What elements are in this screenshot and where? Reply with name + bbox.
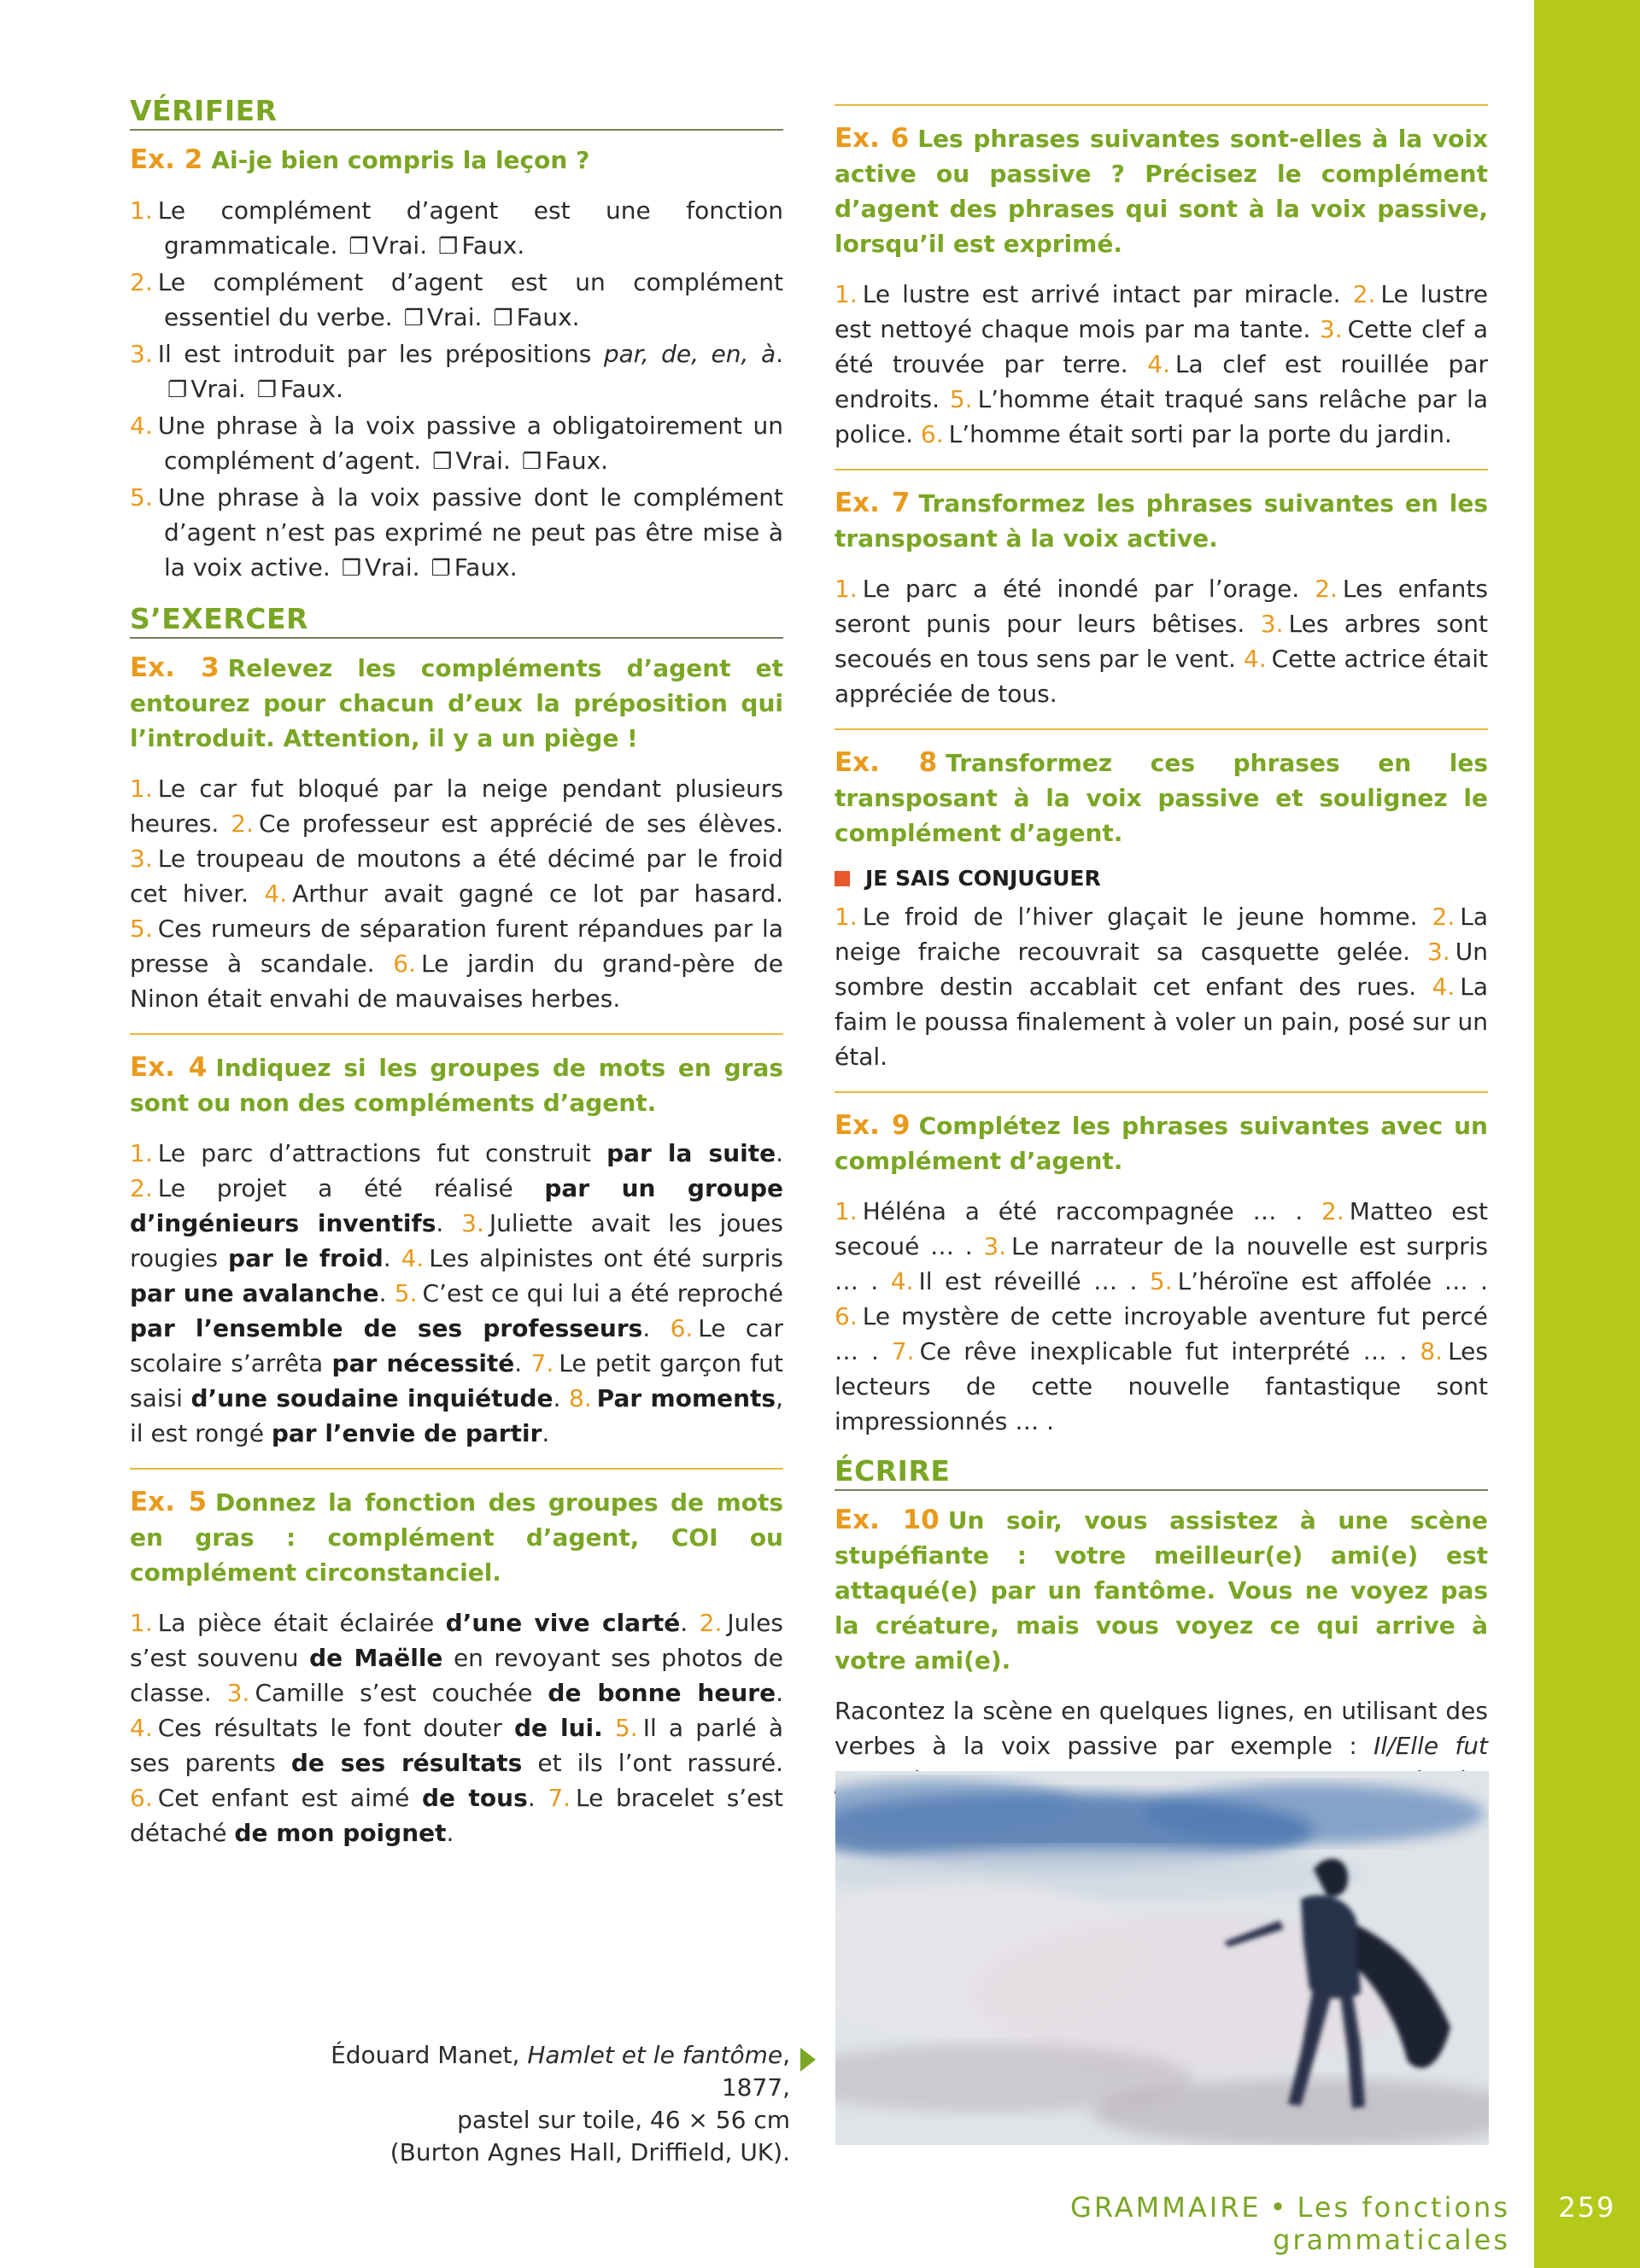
footer-chapter: Les fonctions grammaticales	[1273, 2191, 1510, 2256]
sentence: et ils l’ont rassuré.	[522, 1749, 783, 1777]
checkbox-icon[interactable]: ❐	[256, 377, 278, 403]
ex8-number: Ex. 8	[835, 747, 938, 778]
example-italic: Il/Elle fut	[1374, 1732, 1489, 1760]
sentence: Le lustre est arrivé intact par miracle.	[862, 280, 1341, 308]
item-number: 7.	[891, 1337, 915, 1365]
bold-group: par un groupe d’ingénieurs inventifs	[130, 1174, 783, 1237]
sentence: Les enfants seront punis pour leurs bêtises.	[835, 575, 1488, 638]
item-number: 6.	[920, 420, 944, 448]
ex6-heading	[835, 121, 1488, 261]
sentence: Le petit garçon fut saisi	[130, 1349, 784, 1412]
ex5-body	[130, 1605, 783, 1850]
sentence: Arthur avait gagné ce lot par hasard.	[292, 880, 783, 908]
sentence: .	[776, 1679, 783, 1707]
sentence: .	[642, 1314, 651, 1342]
sentence: Le car scolaire s’arrêta	[130, 1314, 783, 1377]
item-number: 5.	[130, 483, 153, 511]
sentence: .	[446, 1819, 454, 1847]
ex2-list	[130, 193, 783, 587]
item-text: Une phrase à la voix passive dont le complément d’agent n’est pas exprimé ne peut pas être mise à la voix active.	[157, 483, 783, 582]
sentence: L’homme était sorti par la porte du jardin.	[948, 420, 1452, 448]
item-number: 5.	[394, 1279, 418, 1307]
item-number: 8.	[568, 1384, 592, 1412]
sentence: .	[378, 1279, 387, 1307]
ex10-instruction: Un soir, vous assistez à une scène stupéfiante : votre meilleur(e) ami(e) est attaqué(e) par un fantôme. Vous ne voyez pas la créature, mais vous voyez ce qui arrive à votre ami(e).	[835, 1506, 1488, 1675]
divider	[130, 1033, 783, 1035]
sentence: Ce rêve inexplicable fut interprété … .	[919, 1337, 1408, 1365]
vrai-label: Vrai.	[365, 553, 420, 582]
sentence: .	[680, 1609, 688, 1637]
bold-group: de Maëlle	[309, 1644, 443, 1672]
ex9-number: Ex. 9	[835, 1110, 911, 1141]
ex7-instruction: Transformez les phrases suivantes en les transposant à la voix active.	[835, 489, 1488, 552]
ex2-number: Ex. 2	[130, 144, 203, 175]
faux-label: Faux.	[454, 553, 518, 582]
ex9-heading	[835, 1108, 1488, 1178]
section-title-ecrire: ÉCRIRE	[835, 1454, 1488, 1491]
sentence: Racontez la scène en quelques lignes, en utilisant des verbes à la voix passive par exemple :	[835, 1697, 1488, 1760]
item-number: 1.	[835, 575, 858, 603]
list-item	[130, 408, 783, 480]
caption-line-3: (Burton Agnes Hall, Driffield, UK).	[390, 2138, 790, 2166]
divider	[835, 728, 1488, 730]
checkbox-icon[interactable]: ❐	[493, 306, 513, 331]
item-number: 3.	[983, 1232, 1007, 1260]
ex10-number: Ex. 10	[835, 1505, 940, 1535]
sentence: Le parc a été inondé par l’orage.	[862, 575, 1300, 603]
footer-bullet: •	[1269, 2191, 1289, 2224]
ex3-number: Ex. 3	[130, 652, 220, 683]
vrai-label: Vrai.	[455, 447, 511, 475]
ex2-instruction: Ai-je bien compris la leçon ?	[211, 146, 590, 174]
item-number: 2.	[130, 268, 153, 296]
vrai-label: Vrai.	[372, 231, 428, 260]
sentence: Le bracelet s’est détaché	[130, 1784, 783, 1847]
sentence: Le car fut bloqué par la neige pendant plusieurs heures.	[130, 775, 783, 838]
sentence: Ces rumeurs de séparation furent répandues par la presse à scandale.	[130, 915, 783, 978]
ex6-body	[835, 277, 1488, 452]
item-number: 4.	[130, 412, 153, 440]
painting-illustration	[835, 1771, 1489, 2145]
sentence: Cette actrice était appréciée de tous.	[835, 645, 1488, 708]
item-number: 4.	[1243, 645, 1267, 673]
item-number: 4.	[890, 1267, 914, 1295]
right-column	[835, 104, 1488, 1849]
faux-label: Faux.	[545, 447, 609, 475]
item-number: 6.	[393, 950, 416, 978]
item-number: 2.	[1352, 280, 1376, 308]
item-number: 1.	[130, 775, 153, 803]
item-number: 3.	[130, 845, 153, 873]
sentence: La neige fraiche recouvrait sa casquette gelée.	[835, 903, 1488, 966]
sentence: Le troupeau de moutons a été décimé par le froid cet hiver.	[130, 845, 783, 908]
item-number: 6.	[670, 1314, 694, 1342]
bold-group: d’une vive clarté	[445, 1609, 681, 1637]
sentence: Camille s’est couchée	[255, 1679, 548, 1707]
list-item	[130, 336, 783, 408]
bold-group: par le froid	[228, 1244, 384, 1272]
section-title-exercer: S’EXERCER	[130, 602, 783, 639]
ex3-heading	[130, 651, 783, 756]
bold-group: de bonne heure	[548, 1679, 776, 1707]
bold-group: de tous	[422, 1784, 528, 1812]
caption-arrow-icon	[800, 2048, 816, 2072]
sentence: Il a parlé à ses parents	[130, 1714, 783, 1777]
sentence: Jules s’est souvenu	[130, 1609, 783, 1672]
item-number: 5.	[614, 1714, 638, 1742]
divider	[835, 469, 1488, 471]
sentence: .	[553, 1384, 561, 1412]
caption-line-2: pastel sur toile, 46 × 56 cm	[457, 2106, 790, 2134]
sentence: Matteo est secoué … .	[835, 1197, 1489, 1260]
checkbox-icon[interactable]: ❐	[430, 556, 451, 582]
bold-group: par l’envie de partir	[271, 1419, 542, 1447]
sentence: Ces résultats le font douter	[157, 1714, 514, 1742]
sentence: C’est ce qui lui a été reproché	[422, 1279, 783, 1307]
bold-group: de ses résultats	[290, 1749, 523, 1777]
hamlet-painting-image	[835, 1771, 1489, 2145]
ex7-number: Ex. 7	[835, 488, 911, 518]
checkbox-icon[interactable]: ❐	[167, 377, 188, 403]
sentence: Les arbres sont secoués en tous sens par le vent.	[835, 610, 1488, 673]
item-number: 4.	[1432, 973, 1456, 1001]
checkbox-icon[interactable]: ❐	[341, 556, 362, 582]
bold-group: par une avalanche	[130, 1279, 379, 1307]
item-number: 3.	[1260, 610, 1284, 638]
checkbox-icon[interactable]: ❐	[432, 449, 453, 475]
sentence: .	[776, 1139, 784, 1167]
item-text: .	[776, 340, 784, 368]
sentence: Les lecteurs de cette nouvelle fantastique sont impressionnés … .	[835, 1337, 1488, 1435]
item-number: 1.	[835, 1197, 858, 1225]
caption-text: , 1877,	[721, 2041, 790, 2101]
item-number: 2.	[1315, 575, 1338, 603]
sentence: La faim le poussa finalement à voler un pain, posé sur un étal.	[835, 973, 1488, 1071]
item-number: 6.	[835, 1302, 858, 1330]
checkbox-icon[interactable]: ❐	[521, 449, 542, 475]
item-number: 5.	[949, 385, 973, 413]
ex10-heading	[835, 1503, 1488, 1678]
checkbox-icon[interactable]: ❐	[438, 234, 459, 260]
sentence: .	[436, 1209, 444, 1237]
divider	[130, 1468, 783, 1470]
square-bullet-icon	[835, 871, 850, 886]
bold-group: par nécessité	[331, 1349, 515, 1377]
item-text: Une phrase à la voix passive a obligatoirement un complément d’agent.	[157, 412, 783, 475]
item-text-italic: par, de, en, à	[603, 340, 776, 368]
ex5-instruction: Donnez la fonction des groupes de mots en gras : complément d’agent, COI ou complément circonstanciel.	[130, 1488, 784, 1587]
item-number: 1.	[130, 1609, 153, 1637]
item-number: 3.	[130, 340, 153, 368]
faux-label: Faux.	[461, 231, 525, 260]
item-number: 2.	[1321, 1197, 1344, 1225]
ex9-instruction: Complétez les phrases suivantes avec un complément d’agent.	[835, 1112, 1488, 1175]
sub-label-text: JE SAIS CONJUGUER	[865, 866, 1101, 891]
sentence: Ce professeur est apprécié de ses élèves.	[259, 810, 783, 838]
ex6-number: Ex. 6	[835, 123, 910, 154]
caption-text: Édouard Manet,	[331, 2041, 528, 2069]
list-item	[130, 193, 783, 265]
bold-group: de lui.	[513, 1714, 603, 1742]
sentence: Le jardin du grand-père de Ninon était envahi de mauvaises herbes.	[130, 950, 784, 1013]
item-number: 8.	[1420, 1337, 1444, 1365]
divider	[835, 1091, 1488, 1093]
item-number: 1.	[835, 280, 858, 308]
ex7-body	[835, 571, 1488, 711]
vrai-label: Vrai.	[190, 375, 246, 403]
section-title-verifier: VÉRIFIER	[130, 94, 783, 131]
faux-label: Faux.	[516, 303, 580, 331]
ex8-body	[835, 899, 1488, 1074]
item-number: 2.	[130, 1174, 153, 1202]
item-number: 4.	[130, 1714, 153, 1742]
divider	[835, 104, 1488, 106]
item-text: Le complément d’agent est une fonction grammaticale.	[157, 196, 783, 260]
caption-title: Hamlet et le fantôme	[527, 2041, 783, 2069]
item-number: 5.	[1149, 1267, 1173, 1295]
ex5-heading	[130, 1485, 783, 1590]
item-number: 1.	[130, 1139, 153, 1167]
item-number: 3.	[1319, 315, 1343, 343]
sentence: .	[514, 1349, 523, 1377]
bold-group: par l’ensemble de ses professeurs	[130, 1314, 643, 1342]
checkbox-icon[interactable]: ❐	[403, 306, 424, 331]
sentence: Le narrateur de la nouvelle est surpris … .	[835, 1232, 1489, 1295]
sentence: Le mystère de cette incroyable aventure fut percé … .	[835, 1302, 1488, 1365]
checkbox-icon[interactable]: ❐	[348, 234, 369, 260]
item-number: 3.	[226, 1679, 250, 1707]
caption-line-1	[256, 2039, 790, 2104]
sentence: .	[527, 1784, 536, 1812]
sentence: L’héroïne est affolée … .	[1177, 1267, 1489, 1295]
item-number: 4.	[1147, 350, 1170, 378]
ex8-heading	[835, 745, 1488, 850]
item-number: 1.	[130, 196, 153, 225]
sentence: Le parc d’attractions fut construit	[157, 1139, 607, 1167]
sentence: , il est rongé	[130, 1384, 783, 1447]
sentence: Un sombre destin accablait cet enfant des rues.	[835, 938, 1488, 1001]
sentence: .	[383, 1244, 391, 1272]
bold-group: par la suite	[606, 1139, 776, 1167]
side-color-band	[1534, 0, 1640, 2268]
item-number: 2.	[1432, 903, 1456, 931]
sentence: Juliette avait les joues rougies	[130, 1209, 783, 1272]
item-number: 3.	[461, 1209, 484, 1237]
sentence: La clef est rouillée par endroits.	[835, 350, 1488, 413]
sentence: en revoyant ses photos de classe.	[130, 1644, 783, 1707]
item-number: 7.	[548, 1784, 571, 1812]
sentence: La pièce était éclairée	[157, 1609, 446, 1637]
painting-caption	[256, 2039, 790, 2169]
ex9-body	[835, 1194, 1488, 1439]
bold-group: de mon poignet	[234, 1819, 447, 1847]
sentence: Il est réveillé … .	[918, 1267, 1138, 1295]
item-number: 3.	[1427, 938, 1450, 966]
sentence: .	[542, 1419, 550, 1447]
item-number: 2.	[699, 1609, 723, 1637]
bold-group: Par moments	[596, 1384, 776, 1412]
sentence: Le lustre est nettoyé chaque mois par ma tante.	[835, 280, 1489, 343]
je-sais-conjuguer-label	[835, 866, 1488, 891]
item-number: 7.	[530, 1349, 554, 1377]
sentence: Cette clef a été trouvée par terre.	[835, 315, 1488, 378]
sentence: L’homme était traqué sans relâche par la police.	[835, 385, 1488, 448]
sentence: Le froid de l’hiver glaçait le jeune homme.	[862, 903, 1418, 931]
item-number: 1.	[835, 903, 858, 931]
left-column	[130, 94, 783, 1866]
sentence: Héléna a été raccompagnée … .	[862, 1197, 1303, 1225]
sentence: Les alpinistes ont été surpris	[429, 1244, 783, 1272]
ex4-number: Ex. 4	[130, 1052, 208, 1083]
ex8-instruction: Transformez ces phrases en les transposant à la voix passive et soulignez le complément d’agent.	[835, 749, 1489, 847]
vrai-label: Vrai.	[426, 303, 483, 331]
item-number: 5.	[130, 915, 153, 943]
ex5-number: Ex. 5	[130, 1487, 208, 1517]
list-item	[130, 265, 783, 336]
bold-group: d’une soudaine inquiétude	[190, 1384, 554, 1412]
list-item	[130, 480, 783, 587]
item-number: 2.	[231, 810, 255, 838]
ex7-heading	[835, 486, 1488, 556]
page-footer	[852, 2191, 1510, 2256]
ex3-instruction: Relevez les compléments d’agent et entourez pour chacun d’eux la préposition qui l’introduit. Attention, il y a un piège !	[130, 654, 784, 752]
ex3-body	[130, 771, 783, 1016]
footer-section: GRAMMAIRE	[1070, 2191, 1262, 2224]
ex4-body	[130, 1136, 783, 1451]
faux-label: Faux.	[280, 375, 343, 403]
item-number: 4.	[401, 1244, 425, 1272]
sentence: Le projet a été réalisé	[157, 1174, 545, 1202]
item-number: 4.	[264, 880, 288, 908]
item-text: Le complément d’agent est un complément essentiel du verbe.	[157, 268, 783, 331]
ex6-instruction: Les phrases suivantes sont-elles à la voix active ou passive ? Précisez le complément d’agent des phrases qui sont à la voix passive, lorsqu’il est exprimé.	[835, 125, 1489, 258]
item-number: 6.	[130, 1784, 153, 1812]
sentence: Cet enfant est aimé	[157, 1784, 422, 1812]
page-number: 259	[1558, 2191, 1616, 2224]
ex4-instruction: Indiquez si les groupes de mots en gras sont ou non des compléments d’agent.	[130, 1054, 783, 1117]
ex4-heading	[130, 1050, 783, 1120]
item-text: Il est introduit par les prépositions	[157, 340, 604, 368]
ex2-heading	[130, 143, 783, 178]
